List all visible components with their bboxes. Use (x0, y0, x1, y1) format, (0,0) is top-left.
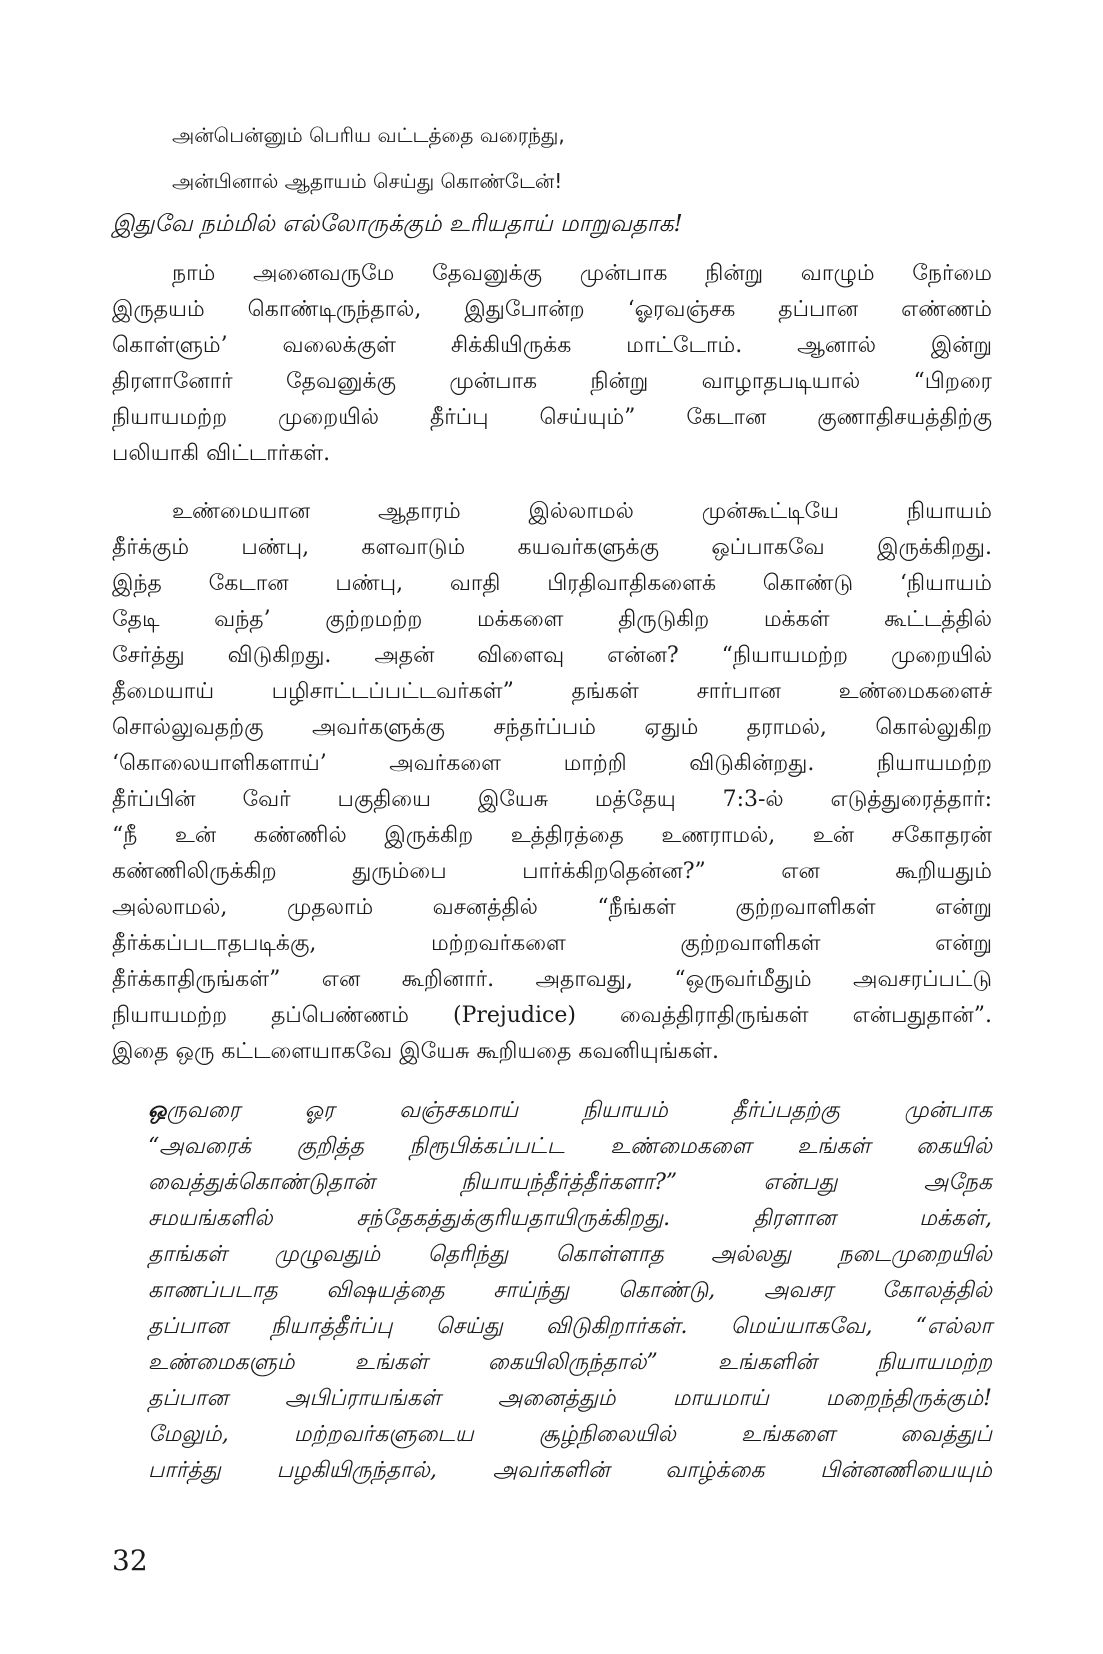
paragraph-2-line: தீர்க்கப்படாதபடிக்கு, மற்றவர்களை குற்றவாளிகள் என்று (112, 931, 992, 956)
quote-line: தாங்கள் முழுவதும் தெரிந்து கொள்ளாத அல்லது நடைமுறையில் (148, 1242, 992, 1267)
paragraph-2-line: நியாயமற்ற தப்பெண்ணம் (Prejudice) வைத்திராதிருங்கள் என்பதுதான்”. (112, 1003, 992, 1028)
paragraph-1-line: நியாயமற்ற முறையில் தீர்ப்பு செய்யும்” கேடான குணாதிசயத்திற்கு (112, 405, 992, 430)
quote-line: உண்மைகளும் உங்கள் கையிலிருந்தால்” உங்களின் நியாயமற்ற (148, 1350, 992, 1375)
paragraph-1 (112, 256, 992, 472)
closing-line: இதுவே நம்மில் எல்லோருக்கும் உரியதாய் மாறுவதாக! (112, 211, 683, 237)
paragraph-2-line: இதை ஒரு கட்டளையாகவே இயேசு கூறியதை கவனியுங்கள். (112, 1039, 719, 1064)
paragraph-1-line: இருதயம் கொண்டிருந்தால், இதுபோன்ற ‘ஓரவஞ்சக தப்பான எண்ணம் (112, 297, 992, 322)
paragraph-2-line: அல்லாமல், முதலாம் வசனத்தில் “நீங்கள் குற்றவாளிகள் என்று (112, 895, 992, 920)
paragraph-2-line: இந்த கேடான பண்பு, வாதி பிரதிவாதிகளைக் கொண்டு ‘நியாயம் (112, 571, 992, 596)
paragraph-2-line: “நீ உன் கண்ணில் இருக்கிற உத்திரத்தை உணராமல், உன் சகோதரன் (112, 823, 992, 848)
quote-line: வைத்துக்கொண்டுதான் நியாயந்தீர்த்தீர்களா?” என்பது அநேக (148, 1170, 992, 1195)
paragraph-2 (112, 494, 992, 1070)
paragraph-2-line: தீமையாய் பழிசாட்டப்பட்டவர்கள்” தங்கள் சார்பான உண்மைகளைச் (112, 679, 992, 704)
quote-line: தப்பான நியாத்தீர்ப்பு செய்து விடுகிறார்கள். மெய்யாகவே, “எல்லா (148, 1314, 992, 1339)
paragraph-2-line: தீர்க்காதிருங்கள்” என கூறினார். அதாவது, “ஒருவர்மீதும் அவசரப்பட்டு (112, 967, 992, 992)
paragraph-2-line: உண்மையான ஆதாரம் இல்லாமல் முன்கூட்டியே நியாயம் (172, 499, 992, 524)
paragraph-1-line: பலியாகி விட்டார்கள். (112, 441, 331, 466)
quote-line: சமயங்களில் சந்தேகத்துக்குரியதாயிருக்கிறது. திரளான மக்கள், (148, 1206, 992, 1231)
paragraph-2-line: தேடி வந்த’ குற்றமற்ற மக்களை திருடுகிற மக்கள் கூட்டத்தில் (112, 607, 992, 632)
verse-line-1: அன்பென்னும் பெரிய வட்டத்தை வரைந்து, (172, 123, 565, 147)
quote-line: தப்பான அபிப்ராயங்கள் அனைத்தும் மாயமாய் மறைந்திருக்கும்! (148, 1386, 992, 1411)
paragraph-2-line: தீர்ப்பின் வேர் பகுதியை இயேசு மத்தேயு 7:3-ல் எடுத்துரைத்தார்: (112, 787, 992, 812)
quote-line: பார்த்து பழகியிருந்தால், அவர்களின் வாழ்க்கை பின்னணியையும் (148, 1458, 992, 1483)
quote-line: மேலும், மற்றவர்களுடைய சூழ்நிலையில் உங்களை வைத்துப் (148, 1422, 992, 1447)
paragraph-2-line: கண்ணிலிருக்கிற துரும்பை பார்க்கிறதென்ன?” என கூறியதும் (112, 859, 992, 884)
page-body (112, 112, 992, 1489)
paragraph-1-line: கொள்ளும்’ வலைக்குள் சிக்கியிருக்க மாட்டோம். ஆனால் இன்று (112, 333, 992, 358)
quote-line: “அவரைக் குறித்த நிரூபிக்கப்பட்ட உண்மைகளை உங்கள் கையில் (148, 1134, 992, 1159)
paragraph-2-line: சொல்லுவதற்கு அவர்களுக்கு சந்தர்ப்பம் ஏதும் தராமல், கொல்லுகிற (112, 715, 992, 740)
verse-line-2: அன்பினால் ஆதாயம் செய்து கொண்டேன்! (172, 169, 563, 193)
page-number: 32 (112, 1544, 148, 1577)
quote-block (112, 1092, 992, 1489)
quote-line: காணப்படாத விஷயத்தை சாய்ந்து கொண்டு, அவசர கோலத்தில் (148, 1278, 992, 1303)
quote-first-line (148, 1092, 992, 1129)
paragraph-1-line: திரளானோர் தேவனுக்கு முன்பாக நின்று வாழாதபடியால் “பிறரை (112, 369, 992, 394)
paragraph-1-line: நாம் அனைவருமே தேவனுக்கு முன்பாக நின்று வாழும் நேர்மை (172, 261, 992, 286)
paragraph-2-line: சேர்த்து விடுகிறது. அதன் விளைவு என்ன? “நியாயமற்ற முறையில் (112, 643, 992, 668)
drop-letter: ஒ (148, 1097, 167, 1123)
quote-first-line-text: ருவரை ஓர வஞ்சகமாய் நியாயம் தீர்ப்பதற்கு முன்பாக (166, 1098, 992, 1123)
paragraph-2-line: ‘கொலையாளிகளாய்’ அவர்களை மாற்றி விடுகின்றது. நியாயமற்ற (112, 751, 992, 776)
paragraph-2-line: தீர்க்கும் பண்பு, களவாடும் கயவர்களுக்கு ஒப்பாகவே இருக்கிறது. (112, 535, 992, 560)
